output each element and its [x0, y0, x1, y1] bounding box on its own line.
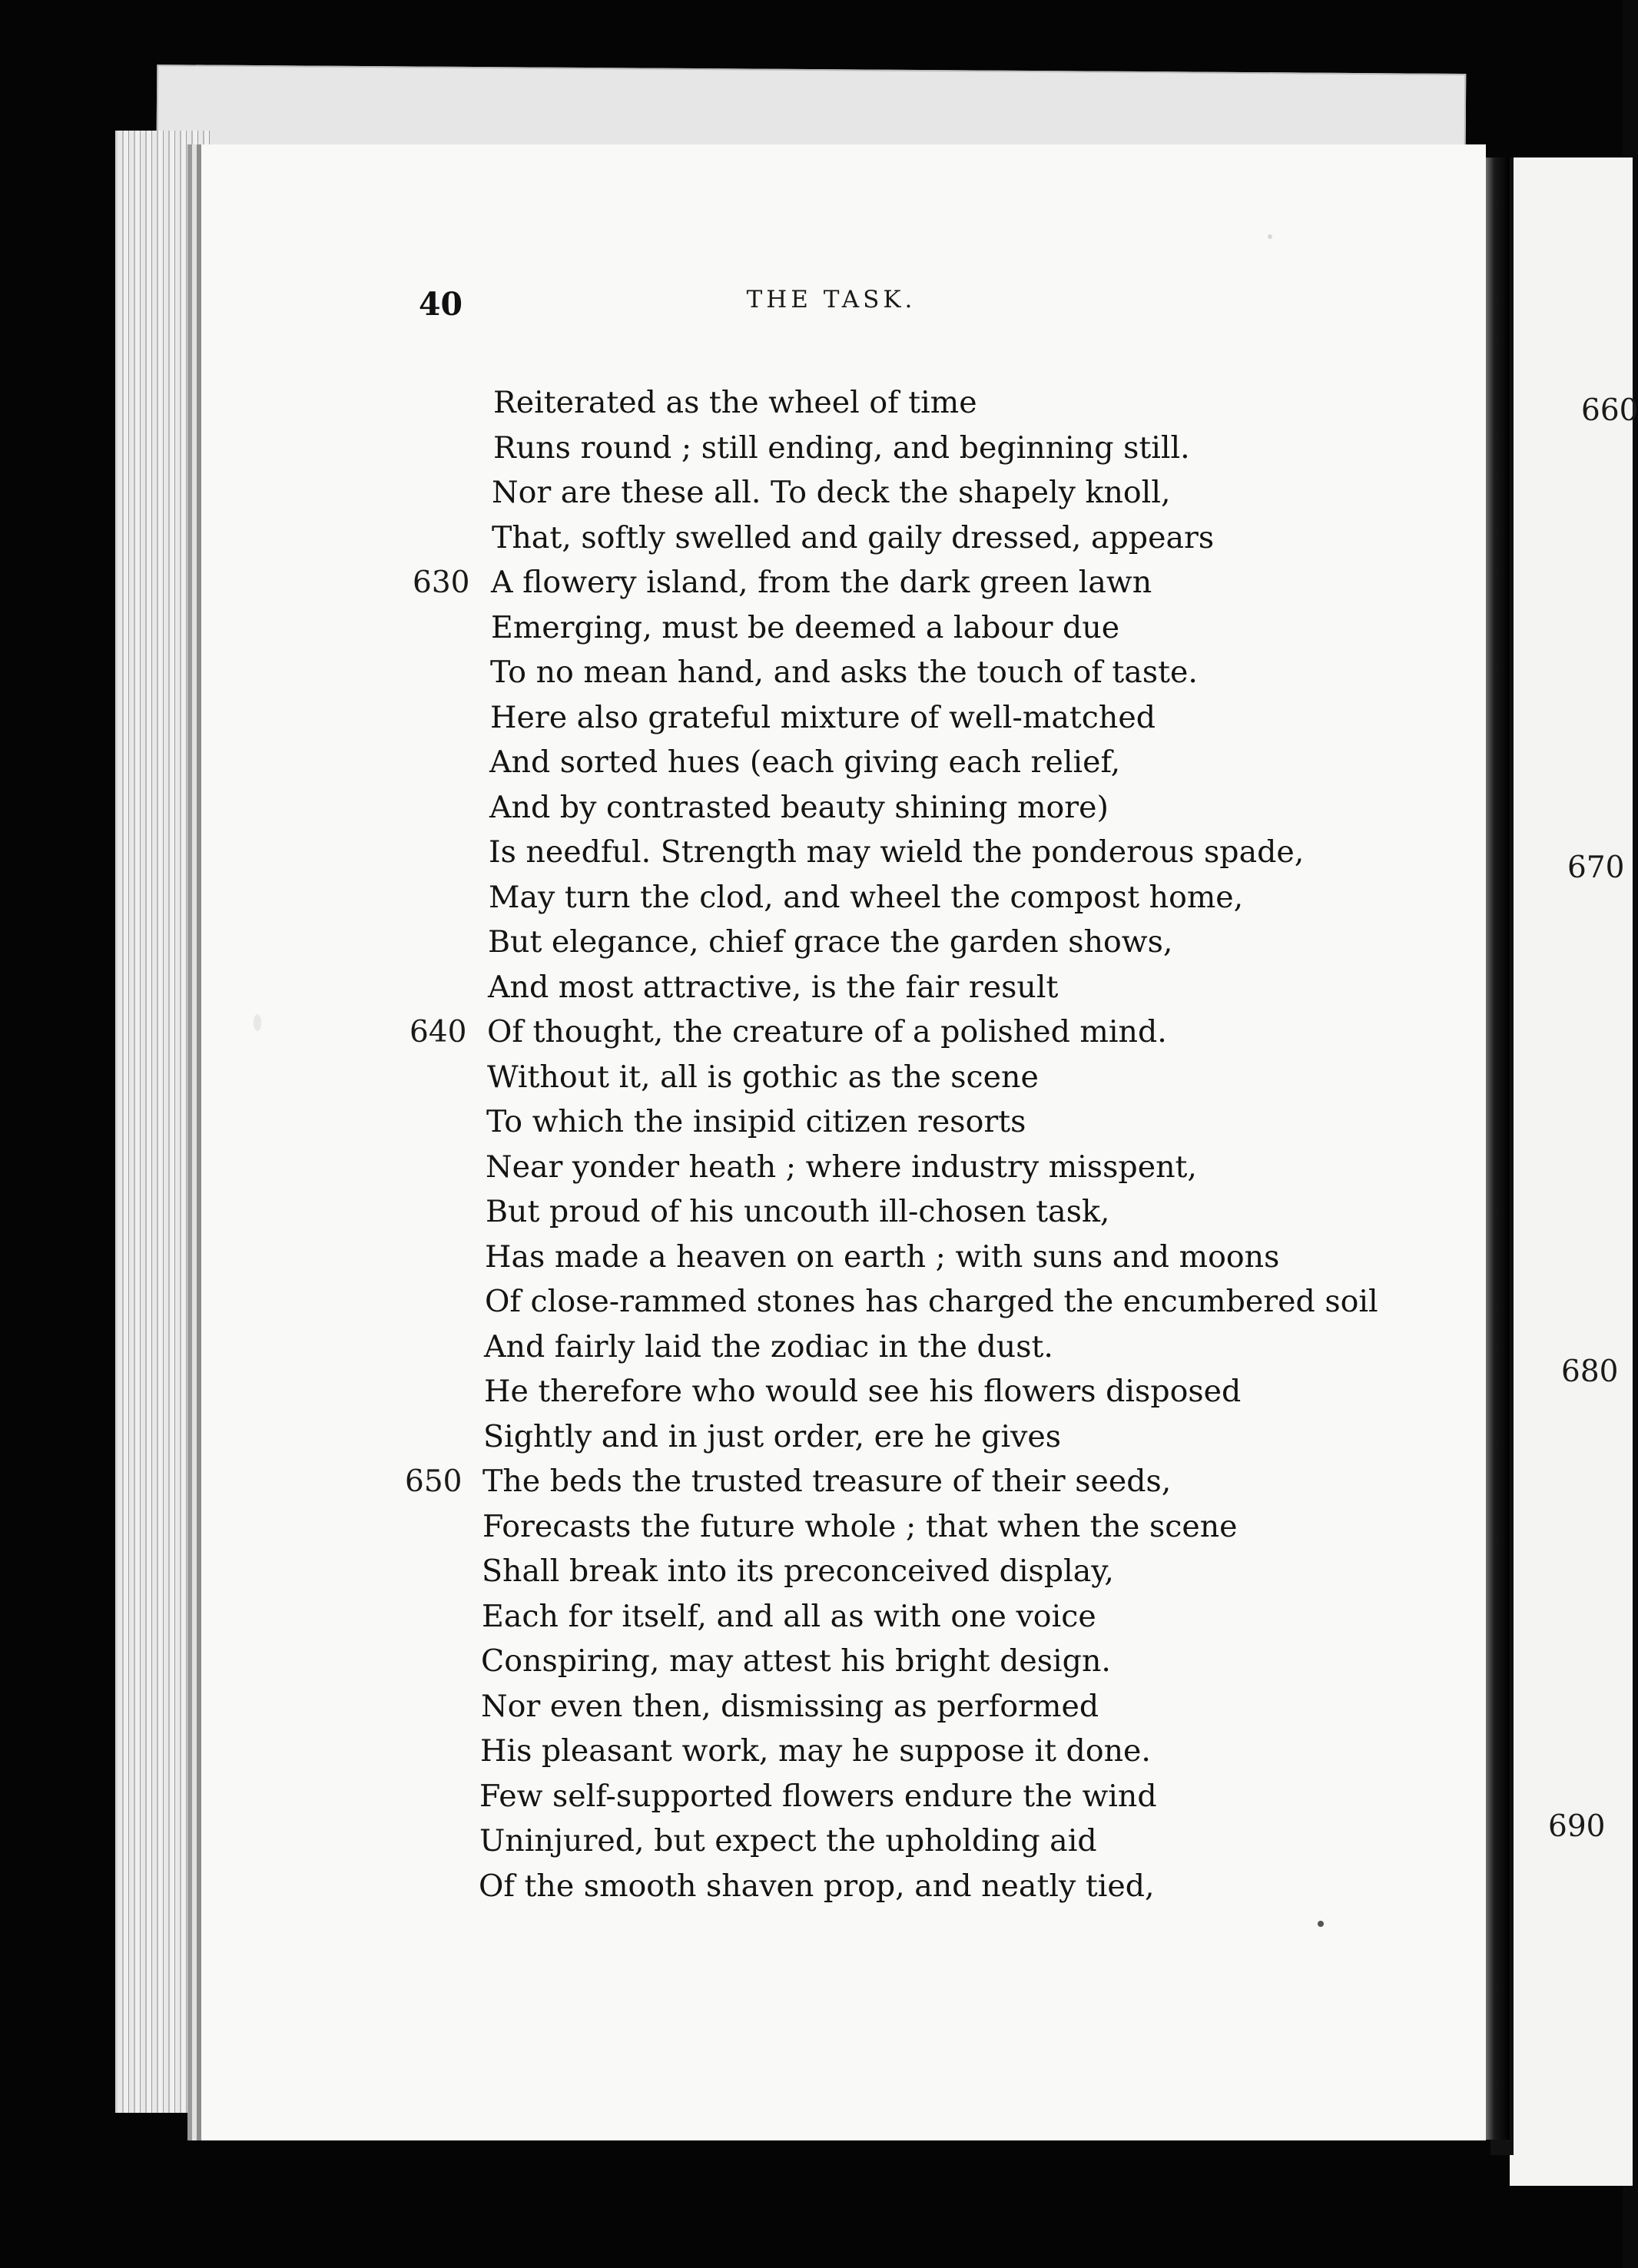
verse-line: Sightly and in just order, ere he gives — [483, 1419, 1062, 1454]
verse-line: To which the insipid citizen resorts — [486, 1104, 1026, 1139]
verse-line: Here also grateful mixture of well-matched — [490, 700, 1156, 735]
verse-line: Emerging, must be deemed a labour due — [491, 610, 1120, 645]
verse-line: But proud of his uncouth ill-chosen task, — [486, 1194, 1110, 1229]
verse-line: Without it, all is gothic as the scene — [487, 1059, 1039, 1095]
verse-line: May turn the clod, and wheel the compost home, — [489, 880, 1244, 915]
verse-line: Forecasts the future whole ; that when the scene — [482, 1509, 1238, 1544]
running-title: THE TASK. — [746, 286, 917, 313]
facing-line-number: 670 — [1567, 850, 1625, 885]
verse-line: Has made a heaven on earth ; with suns and moons — [485, 1239, 1280, 1275]
verse-line: But elegance, chief grace the garden shows, — [488, 924, 1173, 960]
facing-line-number: 660 — [1581, 393, 1638, 428]
verse-line: And most attractive, is the fair result — [488, 970, 1059, 1005]
dust-speck — [1318, 1921, 1324, 1927]
verse-line: The beds the trusted treasure of their seeds, — [482, 1464, 1172, 1499]
verse-line: Near yonder heath ; where industry misspent, — [486, 1149, 1197, 1185]
verse-line: Reiterated as the wheel of time — [493, 385, 977, 420]
verse-line: And sorted hues (each giving each relief, — [489, 744, 1121, 780]
verse-line: He therefore who would see his flowers disposed — [484, 1374, 1242, 1409]
facing-line-number: 680 — [1561, 1354, 1619, 1389]
verse-line: Uninjured, but expect the upholding aid — [479, 1823, 1097, 1858]
verse-line: Runs round ; still ending, and beginning still. — [493, 430, 1190, 466]
page-number: 40 — [419, 286, 463, 323]
line-number: 640 — [410, 1015, 467, 1049]
verse-line: His pleasant work, may he suppose it done. — [480, 1733, 1151, 1769]
verse-line: And fairly laid the zodiac in the dust. — [484, 1329, 1053, 1364]
page-edges — [115, 131, 210, 2113]
verse-line: Is needful. Strength may wield the ponderous spade, — [489, 834, 1305, 870]
verse-line: Few self-supported flowers endure the wind — [479, 1779, 1157, 1814]
verse-line: Nor are these all. To deck the shapely knoll, — [492, 475, 1171, 510]
verse-line: Of thought, the creature of a polished mind. — [487, 1014, 1167, 1049]
verse-line: Shall break into its preconceived display, — [482, 1553, 1114, 1589]
verse-line: Conspiring, may attest his bright design. — [481, 1643, 1111, 1679]
dust-speck — [1268, 234, 1272, 239]
facing-page — [1510, 158, 1633, 2186]
line-number: 630 — [413, 565, 470, 600]
verse-line: Of close-rammed stones has charged the encumbered soil — [485, 1284, 1378, 1319]
verse-line: A flowery island, from the dark green lawn — [491, 565, 1152, 600]
verse-line: And by contrasted beauty shining more) — [489, 790, 1109, 825]
verse-line: Nor even then, dismissing as performed — [481, 1689, 1099, 1724]
verse-line: Of the smooth shaven prop, and neatly tied, — [479, 1868, 1155, 1904]
facing-line-number: 690 — [1548, 1809, 1606, 1844]
verse-line: That, softly swelled and gaily dressed, appears — [492, 520, 1215, 555]
line-number: 650 — [405, 1464, 463, 1499]
verse-line: To no mean hand, and asks the touch of taste. — [490, 655, 1198, 690]
verse-line: Each for itself, and all as with one voice — [482, 1599, 1096, 1634]
dust-speck — [254, 1014, 261, 1031]
